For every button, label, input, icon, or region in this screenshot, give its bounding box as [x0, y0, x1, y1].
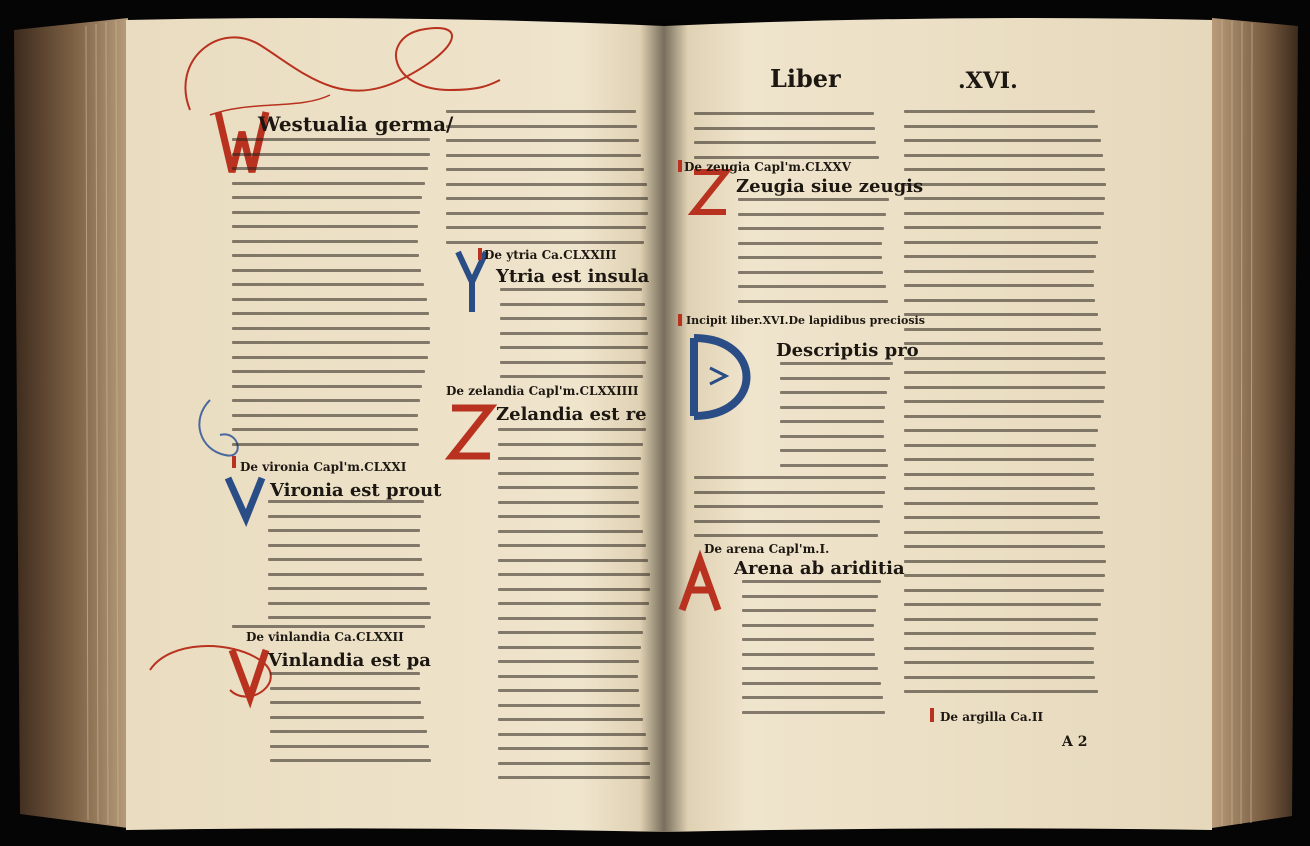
text-line [498, 704, 640, 707]
text-line [780, 435, 884, 438]
text-line [904, 371, 1106, 374]
text-line [446, 110, 636, 113]
text-line [904, 139, 1101, 142]
heading-de-vinlandia: De vinlandia Ca.CLXXII [246, 630, 404, 644]
text-line [232, 356, 428, 359]
text-line [232, 327, 430, 330]
text-line [268, 544, 420, 547]
text-line [742, 653, 875, 656]
text-line [498, 544, 646, 547]
text-line [694, 476, 886, 479]
text-line [232, 341, 430, 344]
heading-vironia: Vironia est prout [270, 480, 442, 501]
text-line [500, 375, 643, 378]
heading-de-ytria: De ytria Ca.CLXXIII [484, 248, 617, 262]
text-line [268, 515, 421, 518]
text-line [270, 687, 420, 690]
text-line [232, 312, 429, 315]
text-line [780, 449, 886, 452]
text-line [446, 226, 646, 229]
text-line [500, 317, 647, 320]
text-line [738, 213, 886, 216]
text-line [232, 414, 418, 417]
text-line [780, 420, 884, 423]
text-line [498, 646, 641, 649]
text-line [232, 153, 430, 156]
text-line [904, 299, 1095, 302]
text-line [232, 182, 425, 185]
text-line [270, 701, 421, 704]
text-line [904, 458, 1094, 461]
text-line [904, 487, 1095, 490]
text-line [738, 227, 884, 230]
text-line [904, 284, 1094, 287]
text-line [738, 285, 886, 288]
text-line [904, 574, 1105, 577]
text-line [742, 580, 881, 583]
text-line [446, 183, 647, 186]
heading-de-vironia: De vironia Capl'm.CLXXI [240, 460, 407, 474]
text-line [270, 730, 427, 733]
text-line [904, 313, 1098, 316]
text-line [268, 573, 424, 576]
text-line [498, 501, 639, 504]
text-line [694, 505, 883, 508]
text-line [742, 667, 878, 670]
text-line [498, 573, 650, 576]
text-line [904, 197, 1105, 200]
text-line [738, 271, 883, 274]
text-line [268, 587, 427, 590]
text-line [904, 661, 1094, 664]
right-fore-edge [1212, 18, 1298, 828]
text-line [738, 242, 882, 245]
running-head-book-number: .XVI. [958, 68, 1018, 94]
heading-incipit-liber: Incipit liber.XVI.De lapidibus preciosis [686, 314, 925, 327]
text-line [904, 226, 1101, 229]
text-line [780, 362, 893, 365]
text-line [742, 696, 883, 699]
text-line [232, 211, 420, 214]
text-line [904, 154, 1103, 157]
text-line [446, 168, 644, 171]
text-line [498, 631, 643, 634]
text-line [232, 625, 425, 628]
text-line [694, 127, 875, 130]
text-line [742, 682, 881, 685]
text-line [446, 139, 639, 142]
text-line [498, 718, 643, 721]
text-line [500, 361, 646, 364]
text-line [904, 183, 1106, 186]
heading-arena: Arena ab ariditia [734, 558, 905, 579]
text-line [904, 531, 1103, 534]
text-line [270, 672, 420, 675]
text-line [904, 545, 1105, 548]
text-line [446, 154, 641, 157]
text-line [904, 603, 1101, 606]
text-line [904, 400, 1104, 403]
text-line [904, 168, 1105, 171]
heading-de-zeugia: De zeugia Capl'm.CLXXV [684, 160, 852, 174]
text-line [232, 225, 418, 228]
text-line [498, 602, 649, 605]
text-line [232, 240, 418, 243]
text-line [268, 558, 422, 561]
text-line [498, 588, 650, 591]
heading-zeugia: Zeugia siue zeugis [736, 176, 924, 197]
text-line [498, 428, 646, 431]
text-line [904, 589, 1104, 592]
text-line [498, 457, 641, 460]
text-line [500, 288, 642, 291]
text-line [232, 298, 427, 301]
heading-de-arena: De arena Capl'm.I. [704, 542, 830, 556]
folio-number: A 2 [1062, 734, 1088, 750]
text-line [498, 660, 639, 663]
text-line [904, 676, 1095, 679]
text-line [904, 502, 1098, 505]
text-line [500, 303, 645, 306]
text-line [694, 520, 880, 523]
text-line [780, 406, 885, 409]
text-line [780, 377, 890, 380]
text-line [232, 283, 424, 286]
text-line [232, 196, 422, 199]
text-line [904, 212, 1104, 215]
text-line [498, 486, 638, 489]
text-line [498, 515, 640, 518]
text-line [498, 530, 643, 533]
text-line [268, 602, 430, 605]
text-line [904, 647, 1094, 650]
text-line [446, 125, 637, 128]
text-line [232, 443, 419, 446]
running-head-liber: Liber [770, 64, 841, 93]
heading-descriptis: Descriptis pro [776, 340, 919, 361]
text-line [232, 269, 421, 272]
left-fore-edge [14, 18, 128, 828]
text-line [232, 254, 419, 257]
text-line [232, 428, 418, 431]
text-line [738, 256, 882, 259]
text-line [232, 370, 425, 373]
text-line [270, 716, 424, 719]
heading-ytria: Ytria est insula [496, 266, 650, 287]
heading-vinlandia: Vinlandia est pa [268, 650, 431, 671]
text-line [904, 255, 1096, 258]
text-line [780, 391, 887, 394]
text-line [498, 472, 639, 475]
text-line [742, 711, 885, 714]
gutter-shadow [640, 20, 688, 832]
text-line [904, 618, 1098, 621]
heading-de-argilla: De argilla Ca.II [940, 710, 1044, 724]
text-line [498, 443, 643, 446]
heading-westualia: Westualia germa/ [258, 112, 454, 136]
text-line [498, 617, 646, 620]
text-line [500, 332, 648, 335]
text-line [232, 399, 420, 402]
text-line [232, 167, 428, 170]
text-line [268, 616, 431, 619]
text-line [742, 595, 878, 598]
text-line [270, 759, 431, 762]
text-line [904, 328, 1101, 331]
text-line [904, 110, 1095, 113]
text-line [270, 745, 429, 748]
text-line [498, 762, 650, 765]
text-line [904, 429, 1098, 432]
text-line [446, 197, 648, 200]
text-line [694, 156, 879, 159]
text-line [738, 198, 889, 201]
text-line [446, 241, 644, 244]
text-line [694, 491, 885, 494]
text-line [904, 560, 1106, 563]
text-line [904, 690, 1098, 693]
heading-de-zelandia: De zelandia Capl'm.CLXXIIII [446, 384, 639, 398]
text-line [904, 632, 1096, 635]
text-line [268, 529, 420, 532]
text-line [904, 241, 1098, 244]
text-line [904, 473, 1094, 476]
text-line [904, 415, 1101, 418]
text-line [904, 270, 1094, 273]
text-line [232, 138, 430, 141]
text-line [904, 342, 1103, 345]
text-line [694, 112, 874, 115]
text-line [498, 675, 638, 678]
text-line [498, 776, 650, 779]
text-line [780, 464, 888, 467]
text-line [904, 357, 1105, 360]
text-line [904, 444, 1096, 447]
text-line [498, 733, 646, 736]
text-line [904, 516, 1100, 519]
text-line [694, 141, 876, 144]
text-line [498, 689, 639, 692]
text-line [742, 638, 874, 641]
text-line [904, 125, 1098, 128]
text-line [694, 534, 878, 537]
text-line [742, 624, 874, 627]
heading-zelandia: Zelandia est re [496, 404, 647, 425]
text-line [232, 385, 422, 388]
text-line [446, 212, 648, 215]
text-line [904, 386, 1105, 389]
text-line [500, 346, 648, 349]
text-line [738, 300, 888, 303]
text-line [498, 747, 648, 750]
text-line [742, 609, 876, 612]
text-line [498, 559, 648, 562]
